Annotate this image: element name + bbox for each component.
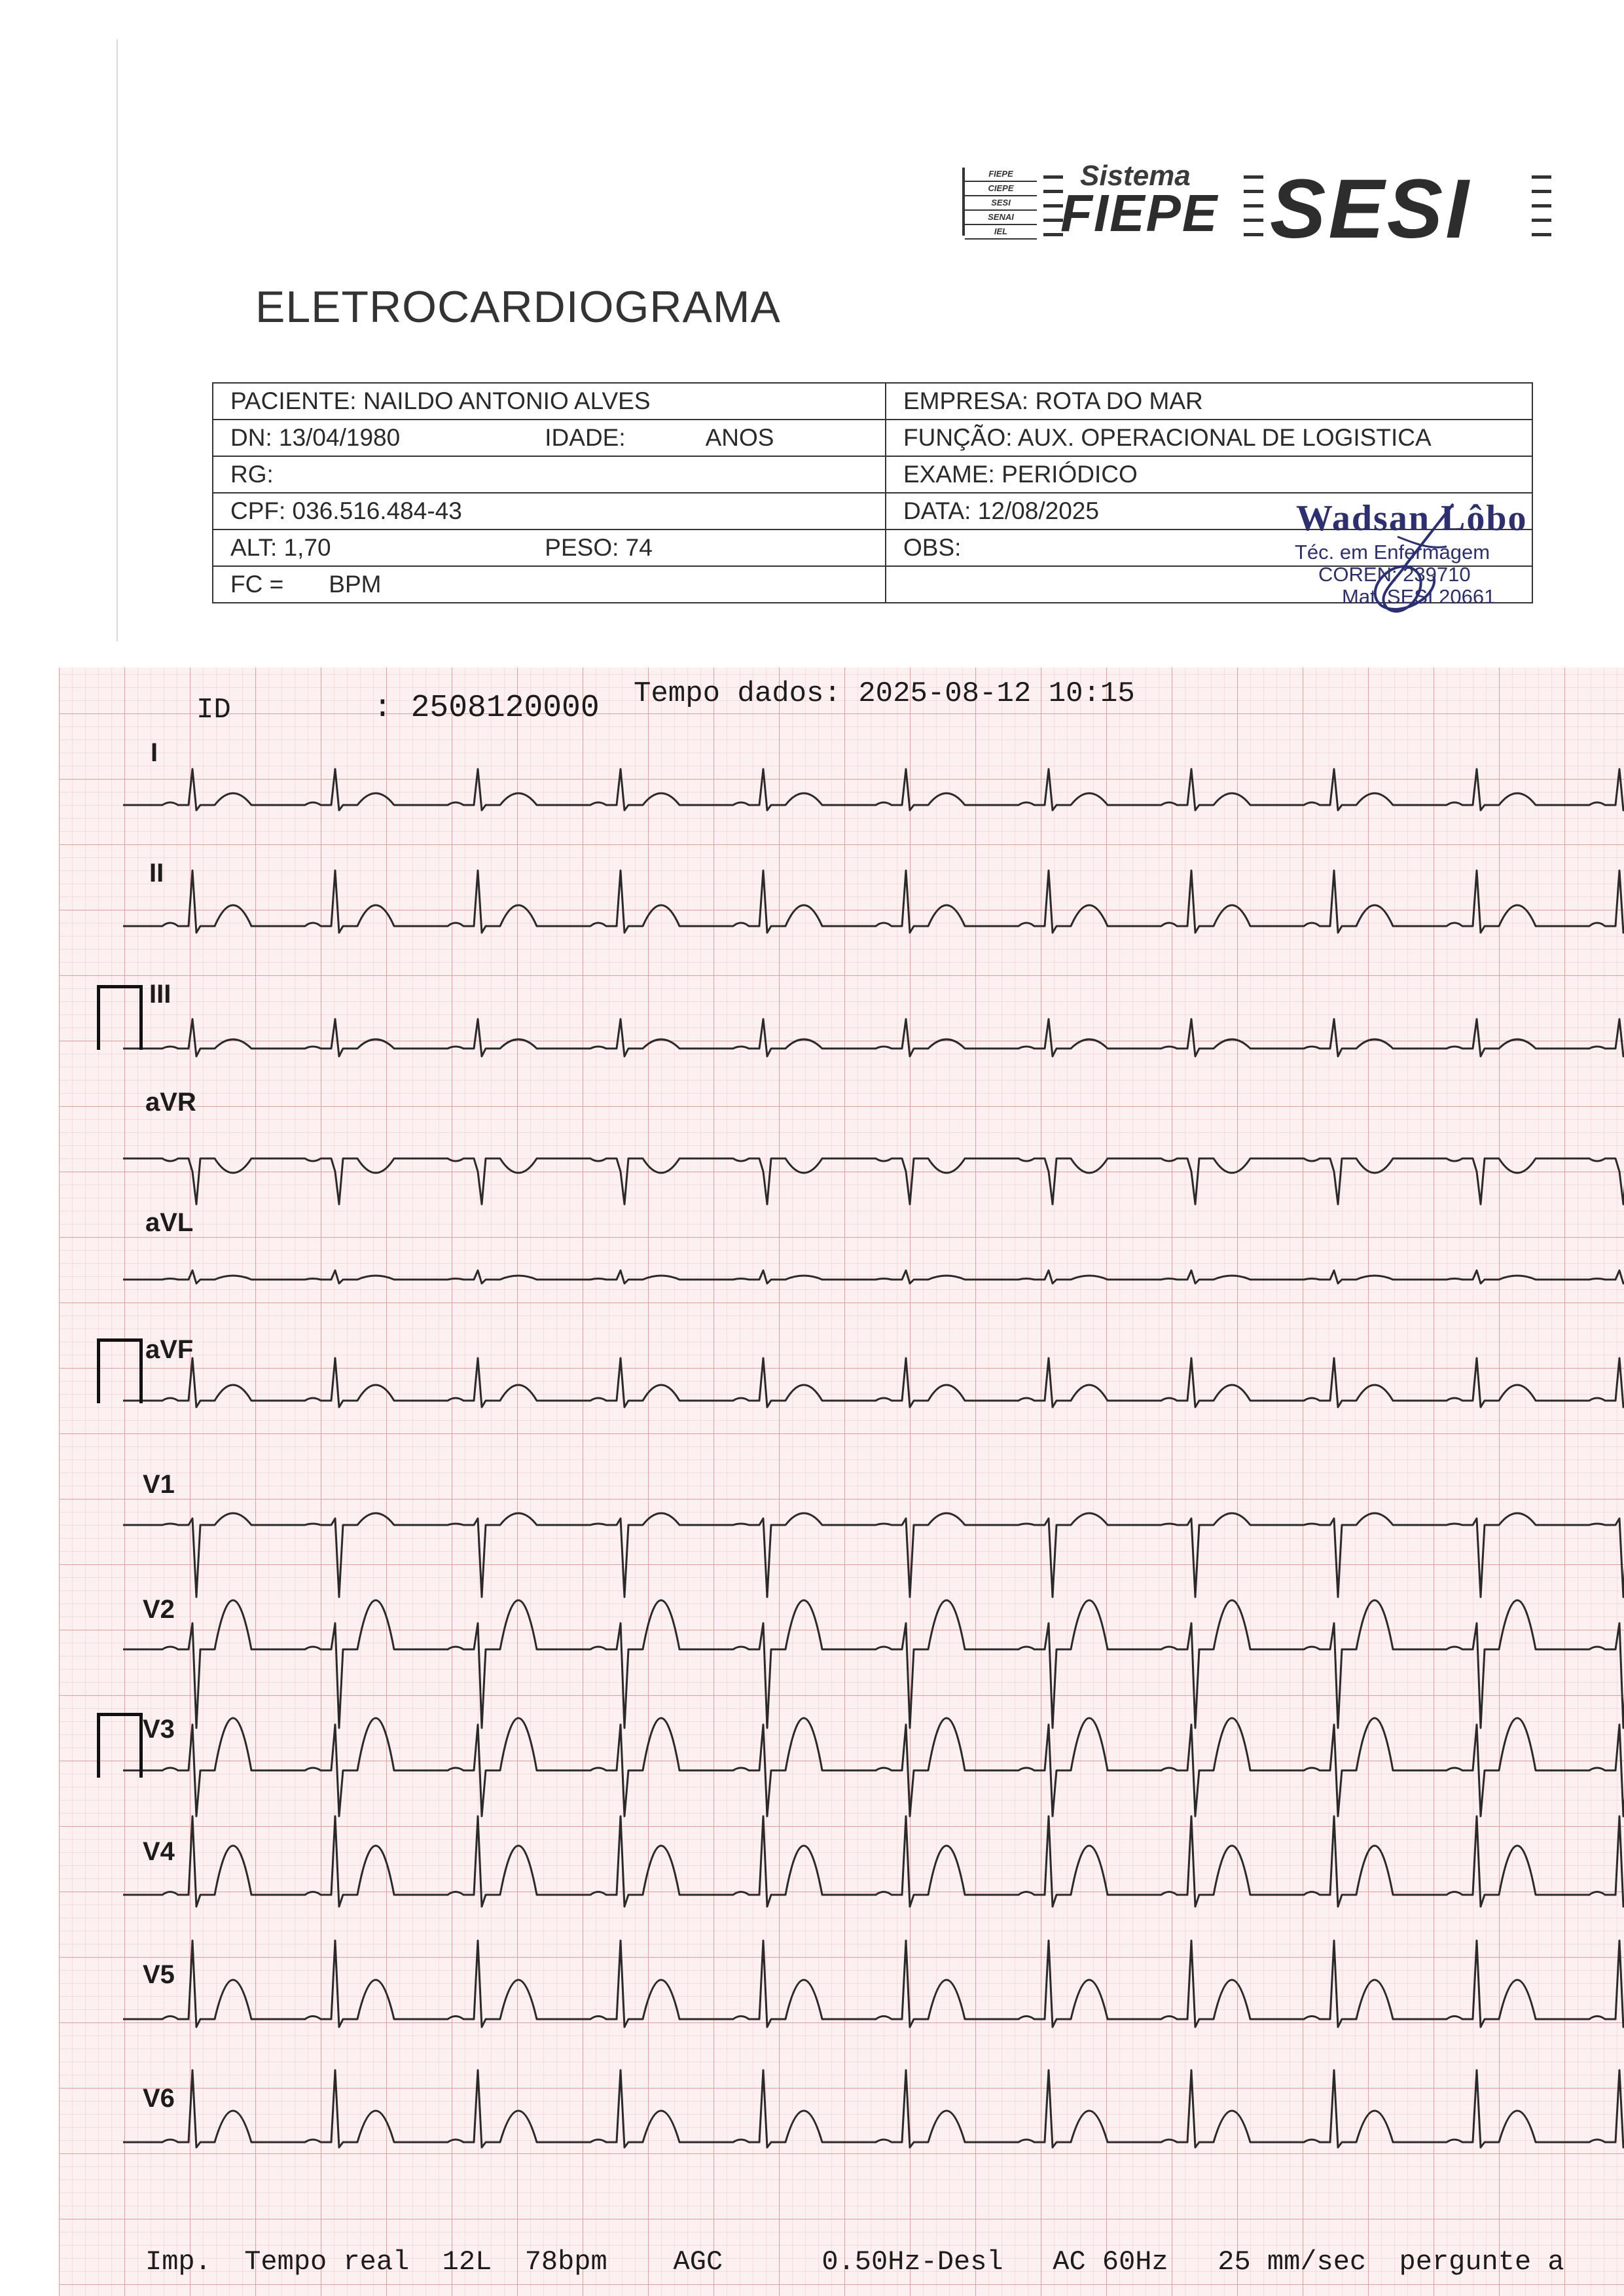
lead-label-aVR: aVR <box>145 1088 196 1117</box>
exam-date-cell: DATA: 12/08/2025 <box>886 493 1532 529</box>
ecg-id-label: ID <box>196 694 231 726</box>
company-cell: EMPRESA: ROTA DO MAR <box>886 383 1532 420</box>
lead-label-V5: V5 <box>143 1960 175 1989</box>
lead-label-I: I <box>151 738 158 767</box>
calibration-pulse <box>97 985 143 1050</box>
logo-mini-line: SENAI <box>965 211 1037 225</box>
height-value: ALT: 1,70 <box>230 534 331 561</box>
stamp-registration: Mat. SESI 20661 <box>1342 585 1496 608</box>
logo-fiepe-text: FIEPE <box>1060 184 1219 242</box>
logo-mini-line: FIEPE <box>965 168 1037 182</box>
obs-cell: OBS: <box>886 529 1532 566</box>
logo-sesi-text: SESI <box>1270 162 1471 256</box>
page-title: ELETROCARDIOGRAMA <box>255 282 781 332</box>
logo-mini-line: SESI <box>965 196 1037 211</box>
age-label: IDADE: <box>545 424 626 451</box>
stamp-coren: COREN: 239710 <box>1318 563 1471 586</box>
federation-mini-logo <box>962 168 1037 236</box>
birth-age-cell <box>213 420 886 456</box>
lead-label-aVF: aVF <box>145 1335 194 1364</box>
ecg-footer-settings <box>145 2246 1564 2278</box>
page-fold-line <box>117 39 118 641</box>
table-row <box>213 456 1532 493</box>
cpf-cell: CPF: 036.516.484-43 <box>213 493 886 529</box>
lead-label-aVL: aVL <box>145 1208 194 1237</box>
lead-label-II: II <box>149 859 164 888</box>
ecg-acquisition-time: Tempo dados: 2025-08-12 10:15 <box>634 677 1135 710</box>
table-row <box>213 420 1532 456</box>
ecg-tracing-chart <box>59 648 1624 2296</box>
stamp-role: Téc. em Enfermagem <box>1295 541 1490 564</box>
lead-label-V1: V1 <box>143 1470 175 1499</box>
lead-label-V4: V4 <box>143 1837 175 1866</box>
logo-sistema-text: Sistema <box>1080 160 1191 192</box>
job-function-cell: FUNÇÃO: AUX. OPERACIONAL DE LOGISTICA <box>886 420 1532 456</box>
lead-label-V2: V2 <box>143 1595 175 1624</box>
weight-value: PESO: 74 <box>545 534 653 561</box>
stamp-name: Wadsan Lôbo <box>1296 498 1528 539</box>
exam-type-cell: EXAME: PERIÓDICO <box>886 456 1532 493</box>
sistema-fiepe-sesi-logo <box>962 160 1551 256</box>
lead-label-III: III <box>149 980 171 1009</box>
patient-name-cell: PACIENTE: NAILDO ANTONIO ALVES <box>213 383 886 420</box>
fc-label: FC = <box>230 571 284 598</box>
rg-cell: RG: <box>213 456 886 493</box>
lead-label-V6: V6 <box>143 2084 175 2113</box>
table-row <box>213 383 1532 420</box>
birth-date: DN: 13/04/1980 <box>230 424 401 451</box>
age-unit: ANOS <box>705 424 774 451</box>
heart-rate-cell <box>213 566 886 603</box>
ecg-id-value: : 2508120000 <box>373 691 600 726</box>
calibration-pulse <box>97 1338 143 1403</box>
handwritten-signature <box>1283 497 1558 628</box>
calibration-pulse <box>97 1713 143 1778</box>
bpm-unit: BPM <box>329 571 382 598</box>
ecg-tracing-paper <box>59 648 1624 2296</box>
logo-mini-line: IEL <box>965 225 1037 240</box>
footer-filter-info: 0.50Hz-Desl AC 60Hz 25 mm/sec pergunte a <box>821 2246 1564 2278</box>
logo-mini-line: CIEPE <box>965 182 1037 196</box>
height-weight-cell <box>213 529 886 566</box>
lead-label-V3: V3 <box>143 1715 175 1744</box>
nurse-stamp <box>1283 497 1558 622</box>
footer-print-info: Imp. Tempo real 12L 78bpm AGC <box>145 2246 723 2278</box>
